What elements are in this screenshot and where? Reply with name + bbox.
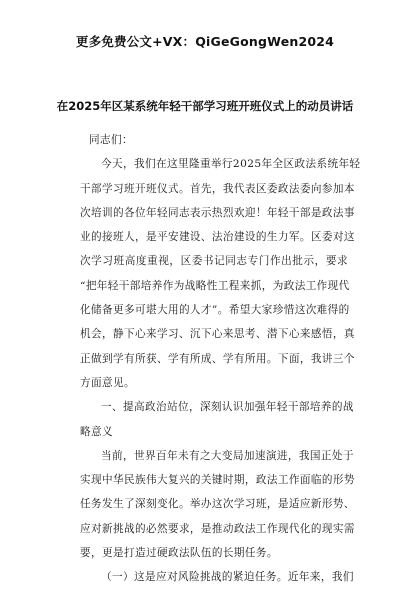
salutation: 同志们：	[89, 134, 133, 146]
paragraph-line: 次学习班高度重视，区委书记同志专门作出批示，要求	[80, 255, 348, 268]
paragraph-line: 机会，静下心来学习、沉下心来思考、潜下心来感悟，真	[80, 328, 355, 341]
paragraph-line: 要，更是打造过硬政法队伍的长期任务。	[80, 547, 278, 560]
paragraph-line: 化储备更多可堪大用的人才”。希望大家珍惜这次难得的	[80, 304, 350, 317]
paragraph-line: 今天，我们在这里隆重举行2025年全区政法系统年轻	[101, 158, 361, 171]
section-heading: 一、提高政治站位，深刻认识加强年轻干部培养的战	[101, 401, 354, 414]
paragraph-line: 任务发生了深刻变化。举办这次学习班，是适应新形势、	[80, 498, 355, 511]
paragraph-line: 当前，世界百年未有之大变局加速演进，我国正处于	[101, 449, 354, 462]
watermark-header: 更多免费公文+VX：QiGeGongWen2024	[75, 34, 335, 49]
paragraph-line: 应对新挑战的必然要求，是推动政法工作现代化的现实需	[80, 522, 355, 535]
paragraph-line: 次培训的各位年轻同志表示热烈欢迎！年轻干部是政法事	[80, 206, 355, 219]
paragraph-line: “把年轻干部培养作为战略性工程来抓，为政法工作现代	[80, 279, 350, 292]
paragraph-line: 方面意见。	[80, 376, 135, 389]
document-title: 在2025年区某系统年轻干部学习班开班仪式上的动员讲话	[56, 99, 354, 113]
section-heading: 略意义	[80, 425, 113, 438]
paragraph-line: 实现中华民族伟大复兴的关键时期，政法工作面临的形势	[80, 474, 355, 487]
subsection-line: （一）这是应对风险挑战的紧迫任务。近年来，我们	[101, 571, 354, 584]
document-body	[80, 118, 361, 590]
paragraph-line: 正做到学有所获、学有所成、学有所用。下面，我讲三个	[80, 352, 355, 365]
paragraph-line: 业的接班人，是平安建设、法治建设的生力军。区委对这	[80, 231, 355, 244]
paragraph-line: 干部学习班开班仪式。首先，我代表区委政法委向参加本	[80, 182, 355, 195]
